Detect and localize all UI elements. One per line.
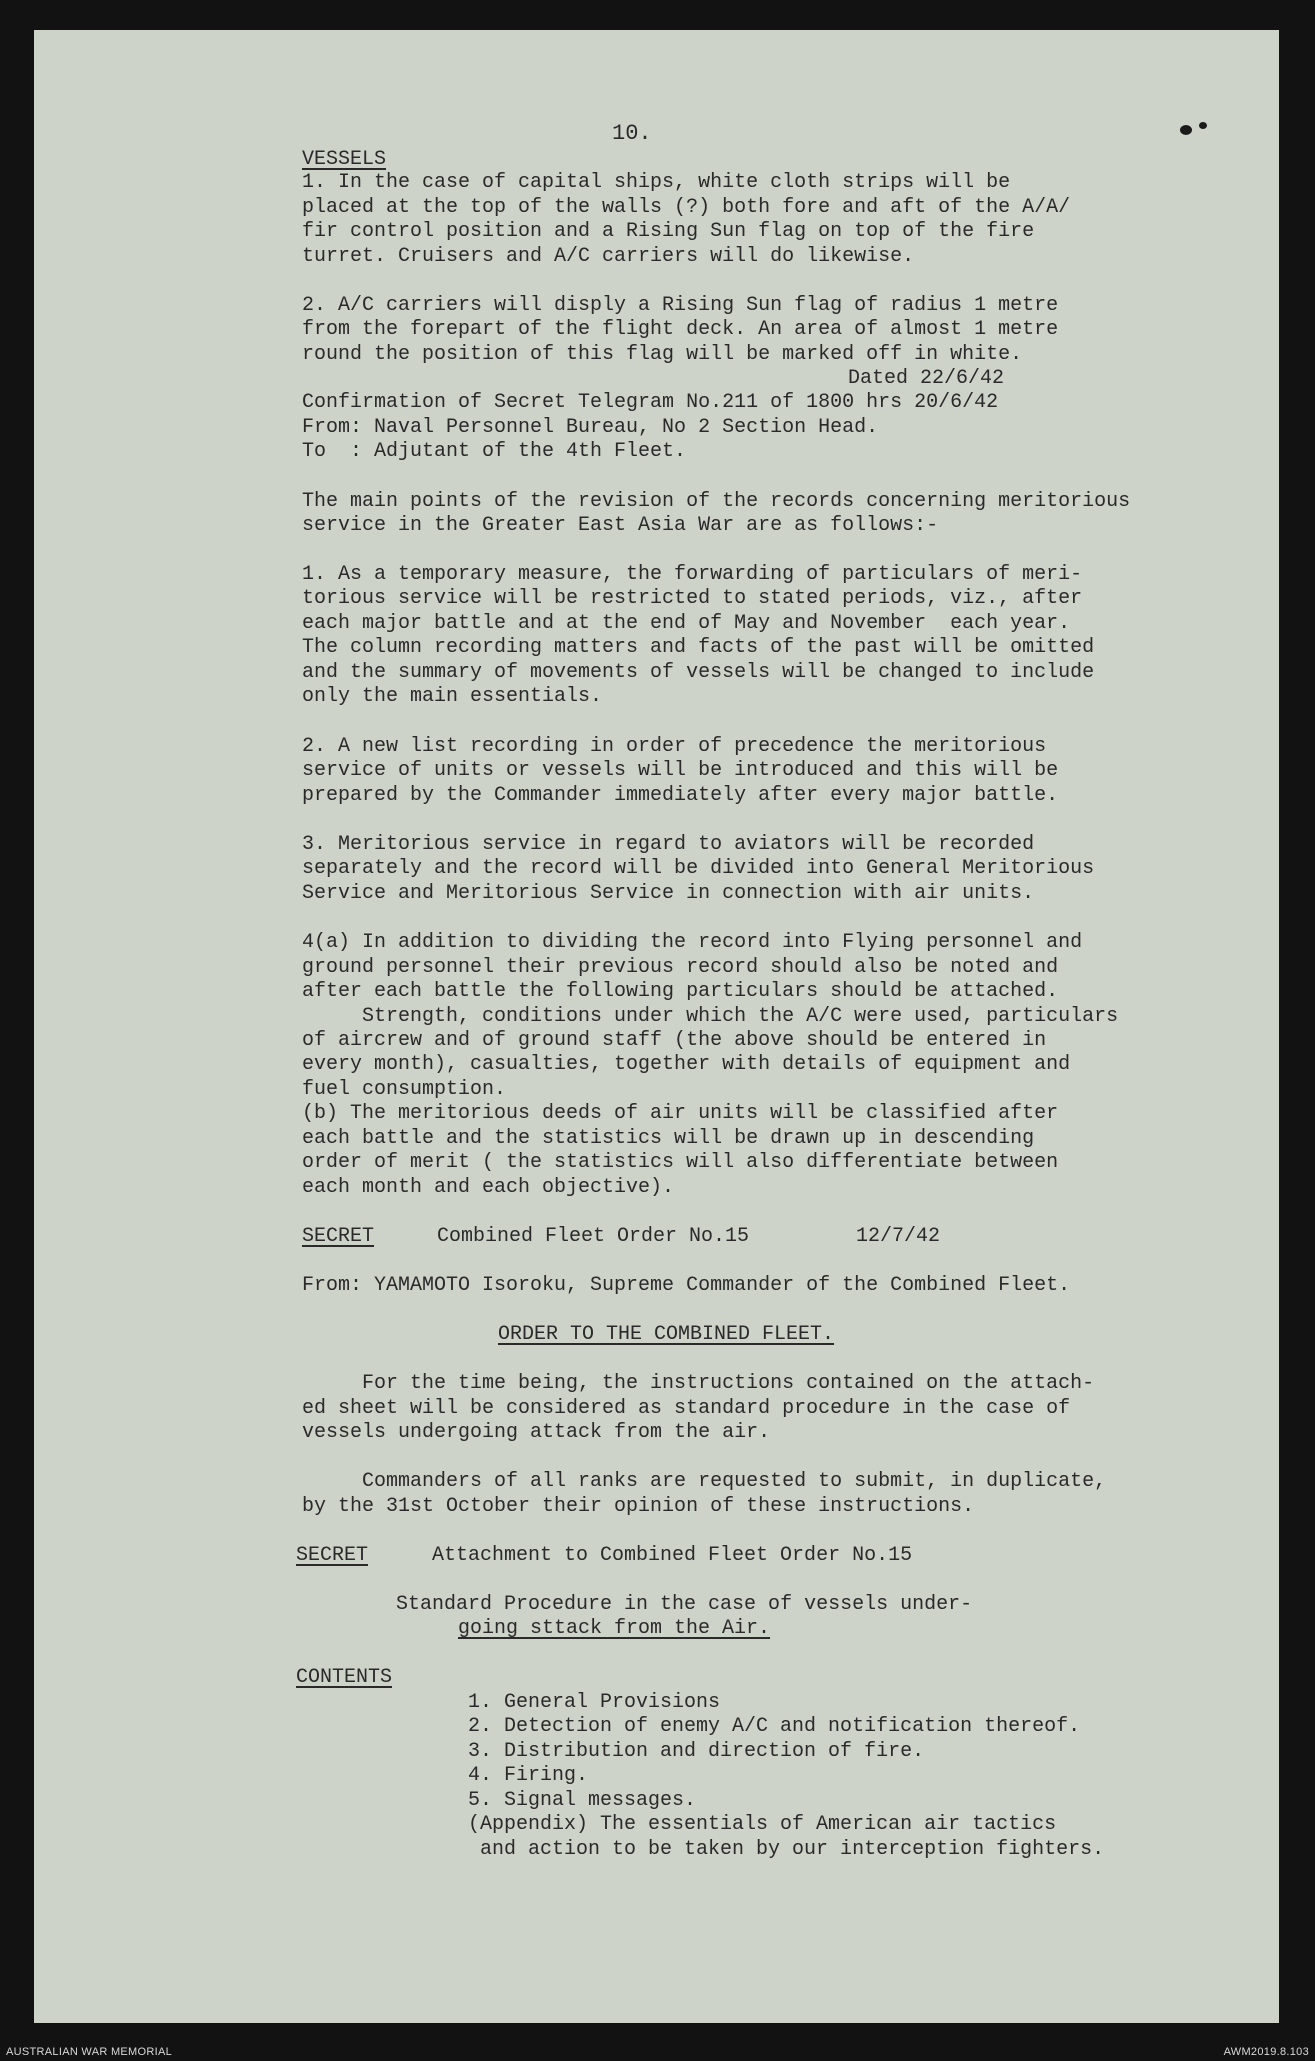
attachment-title: Attachment to Combined Fleet Order No.15: [432, 1544, 913, 1567]
dated-line: Dated 22/6/42: [848, 367, 1005, 390]
point4-line: fuel consumption.: [302, 1078, 507, 1101]
point2-line: service of units or vessels will be introduced and this will be: [302, 759, 1059, 782]
procedure-line: Standard Procedure in the case of vessels under-: [396, 1593, 973, 1616]
attachment-secret-label: SECRET: [296, 1544, 369, 1567]
point1-line: 1. As a temporary measure, the forwarding of particulars of meri-: [302, 563, 1083, 586]
point2-line: 2. A new list recording in order of precedence the meritorious: [302, 735, 1047, 758]
telegram-line: To : Adjutant of the 4th Fleet.: [302, 440, 687, 463]
vessels-line: from the forepart of the flight deck. An area of almost 1 metre: [302, 318, 1059, 341]
point1-line: each major battle and at the end of May and November each year.: [302, 612, 1071, 635]
point4-line: ground personnel their previous record should also be noted and: [302, 956, 1059, 979]
telegram-line: From: Naval Personnel Bureau, No 2 Section Head.: [302, 416, 879, 439]
vessels-line: 1. In the case of capital ships, white cloth strips will be: [302, 171, 1011, 194]
order-p2-line: by the 31st October their opinion of these instructions.: [302, 1495, 975, 1518]
telegram-line: Confirmation of Secret Telegram No.211 of 1800 hrs 20/6/42: [302, 391, 999, 414]
contents-item: 5. Signal messages.: [468, 1789, 697, 1812]
order-heading: ORDER TO THE COMBINED FLEET.: [498, 1323, 835, 1346]
contents-item: 4. Firing.: [468, 1764, 589, 1787]
point4-line: each battle and the statistics will be drawn up in descending: [302, 1127, 1035, 1150]
point1-line: torious service will be restricted to stated periods, viz., after: [302, 587, 1083, 610]
order-title: Combined Fleet Order No.15: [437, 1225, 750, 1248]
contents-item: (Appendix) The essentials of American air tactics: [468, 1813, 1057, 1836]
point1-line: only the main essentials.: [302, 685, 603, 708]
vessels-line: round the position of this flag will be marked off in white.: [302, 343, 1023, 366]
vessels-line: turret. Cruisers and A/C carriers will do likewise.: [302, 245, 915, 268]
point4-line: (b) The meritorious deeds of air units will be classified after: [302, 1102, 1059, 1125]
point4-line: order of merit ( the statistics will also differentiate between: [302, 1151, 1059, 1174]
point4-line: 4(a) In addition to dividing the record into Flying personnel and: [302, 931, 1083, 954]
order-p1-line: vessels undergoing attack from the air.: [302, 1421, 771, 1444]
point1-line: The column recording matters and facts of the past will be omitted: [302, 636, 1095, 659]
contents-item: 3. Distribution and direction of fire.: [468, 1740, 925, 1763]
contents-heading: CONTENTS: [296, 1666, 393, 1689]
order-p1-line: ed sheet will be considered as standard procedure in the case of: [302, 1397, 1071, 1420]
procedure-line: going sttack from the Air.: [458, 1617, 771, 1640]
vessels-line: placed at the top of the walls (?) both fore and aft of the A/A/: [302, 196, 1071, 219]
order-date: 12/7/42: [856, 1225, 941, 1248]
typed-text: [34, 30, 1279, 2023]
point4-line: of aircrew and of ground staff (the above should be entered in: [302, 1029, 1047, 1052]
footer-left: AUSTRALIAN WAR MEMORIAL: [6, 2046, 173, 2058]
point4-line: every month), casualties, together with details of equipment and: [302, 1053, 1071, 1076]
vessels-heading: VESSELS: [302, 148, 387, 171]
vessels-line: fir control position and a Rising Sun flag on top of the fire: [302, 220, 1035, 243]
point4-line: Strength, conditions under which the A/C were used, particulars: [302, 1005, 1119, 1028]
vessels-line: 2. A/C carriers will disply a Rising Sun flag of radius 1 metre: [302, 294, 1059, 317]
contents-item: 1. General Provisions: [468, 1691, 721, 1714]
point3-line: Service and Meritorious Service in connection with air units.: [302, 882, 1035, 905]
point2-line: prepared by the Commander immediately after every major battle.: [302, 784, 1059, 807]
point1-line: and the summary of movements of vessels will be changed to include: [302, 661, 1095, 684]
order-p2-line: Commanders of all ranks are requested to submit, in duplicate,: [302, 1470, 1107, 1493]
main-points-line: service in the Greater East Asia War are as follows:-: [302, 514, 939, 537]
order-p1-line: For the time being, the instructions contained on the attach-: [302, 1372, 1095, 1395]
page-number: 10.: [612, 121, 652, 146]
point4-line: each month and each objective).: [302, 1176, 675, 1199]
order-from: From: YAMAMOTO Isoroku, Supreme Commander of the Combined Fleet.: [302, 1274, 1071, 1297]
document-page: [34, 30, 1279, 2023]
point3-line: separately and the record will be divided into General Meritorious: [302, 857, 1095, 880]
main-points-line: The main points of the revision of the records concerning meritorious: [302, 490, 1131, 513]
point3-line: 3. Meritorious service in regard to aviators will be recorded: [302, 833, 1035, 856]
contents-item: 2. Detection of enemy A/C and notification thereof.: [468, 1715, 1081, 1738]
secret-label: SECRET: [302, 1225, 375, 1248]
contents-item: and action to be taken by our interception fighters.: [468, 1838, 1105, 1861]
point4-line: after each battle the following particulars should be attached.: [302, 980, 1059, 1003]
footer-right: AWM2019.8.103: [1223, 2046, 1309, 2058]
